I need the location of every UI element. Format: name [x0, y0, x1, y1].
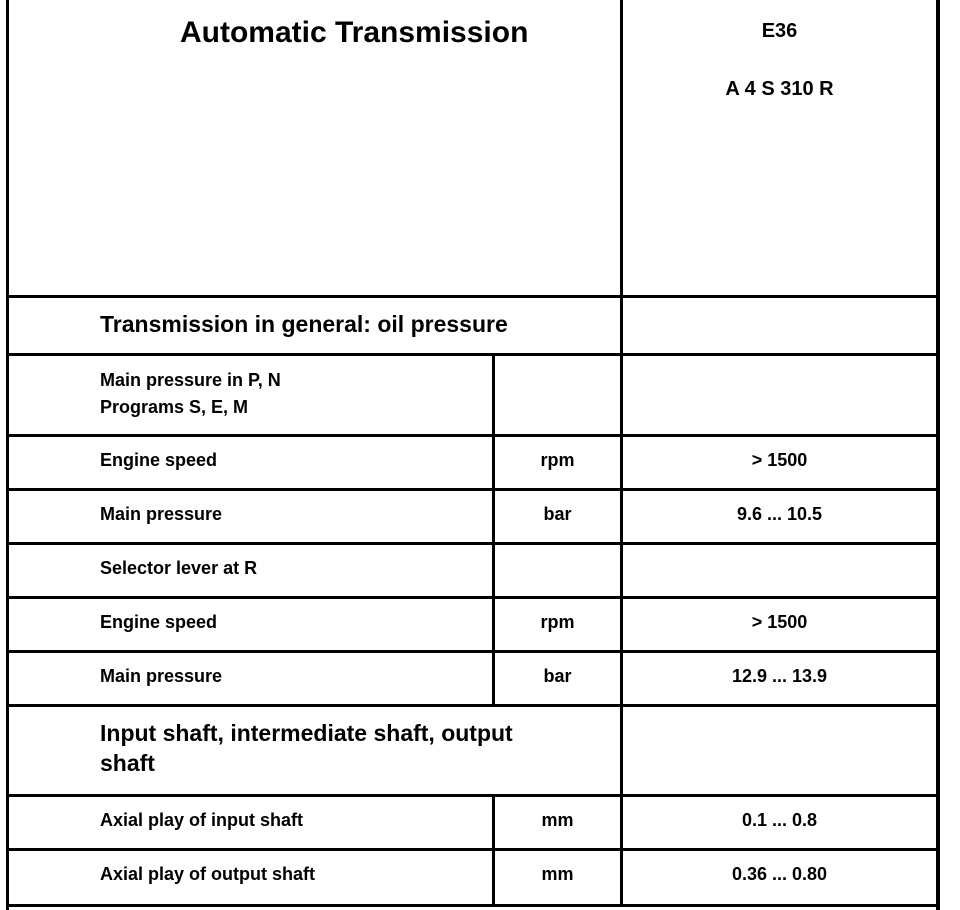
row-line — [6, 596, 940, 599]
row-line — [6, 295, 940, 298]
border-right — [936, 0, 940, 910]
row-label: Main pressure — [100, 504, 223, 524]
row-line — [6, 488, 940, 491]
section-heading: Transmission in general: oil pressure — [100, 311, 508, 337]
row-label: Engine speed — [100, 612, 218, 632]
row-unit: rpm — [540, 612, 575, 632]
row-unit: mm — [541, 810, 574, 830]
row-value: > 1500 — [751, 450, 808, 470]
row-line — [6, 353, 940, 356]
row-label: Main pressure — [100, 666, 223, 686]
row-label: Selector lever at R — [100, 558, 258, 578]
row-label: Engine speed — [100, 450, 218, 470]
row-unit: mm — [541, 864, 574, 884]
row-unit: bar — [543, 504, 572, 524]
row-line — [6, 650, 940, 653]
row-label: Axial play of input shaft — [100, 810, 304, 830]
row-line — [6, 704, 940, 707]
row-value: > 1500 — [751, 612, 808, 632]
column-divider-unit — [492, 355, 495, 707]
model-code: E36 — [761, 20, 798, 42]
border-left — [6, 0, 9, 910]
row-value: 9.6 ... 10.5 — [736, 504, 823, 524]
transmission-code: A 4 S 310 R — [725, 78, 834, 100]
row-line — [6, 434, 940, 437]
row-line — [6, 542, 940, 545]
row-label: Axial play of output shaft — [100, 864, 316, 884]
row-value: 0.36 ... 0.80 — [731, 864, 828, 884]
row-value: 0.1 ... 0.8 — [741, 810, 818, 830]
section-heading: Input shaft, intermediate shaft, output shaft — [100, 720, 513, 776]
document-title: Automatic Transmission — [180, 16, 529, 49]
border-bottom — [6, 904, 940, 907]
row-unit: bar — [543, 666, 572, 686]
row-label: Main pressure in P, N Programs S, E, M — [100, 370, 281, 417]
row-unit: rpm — [540, 450, 575, 470]
row-value: 12.9 ... 13.9 — [731, 666, 828, 686]
row-line — [6, 848, 940, 851]
row-line — [6, 794, 940, 797]
